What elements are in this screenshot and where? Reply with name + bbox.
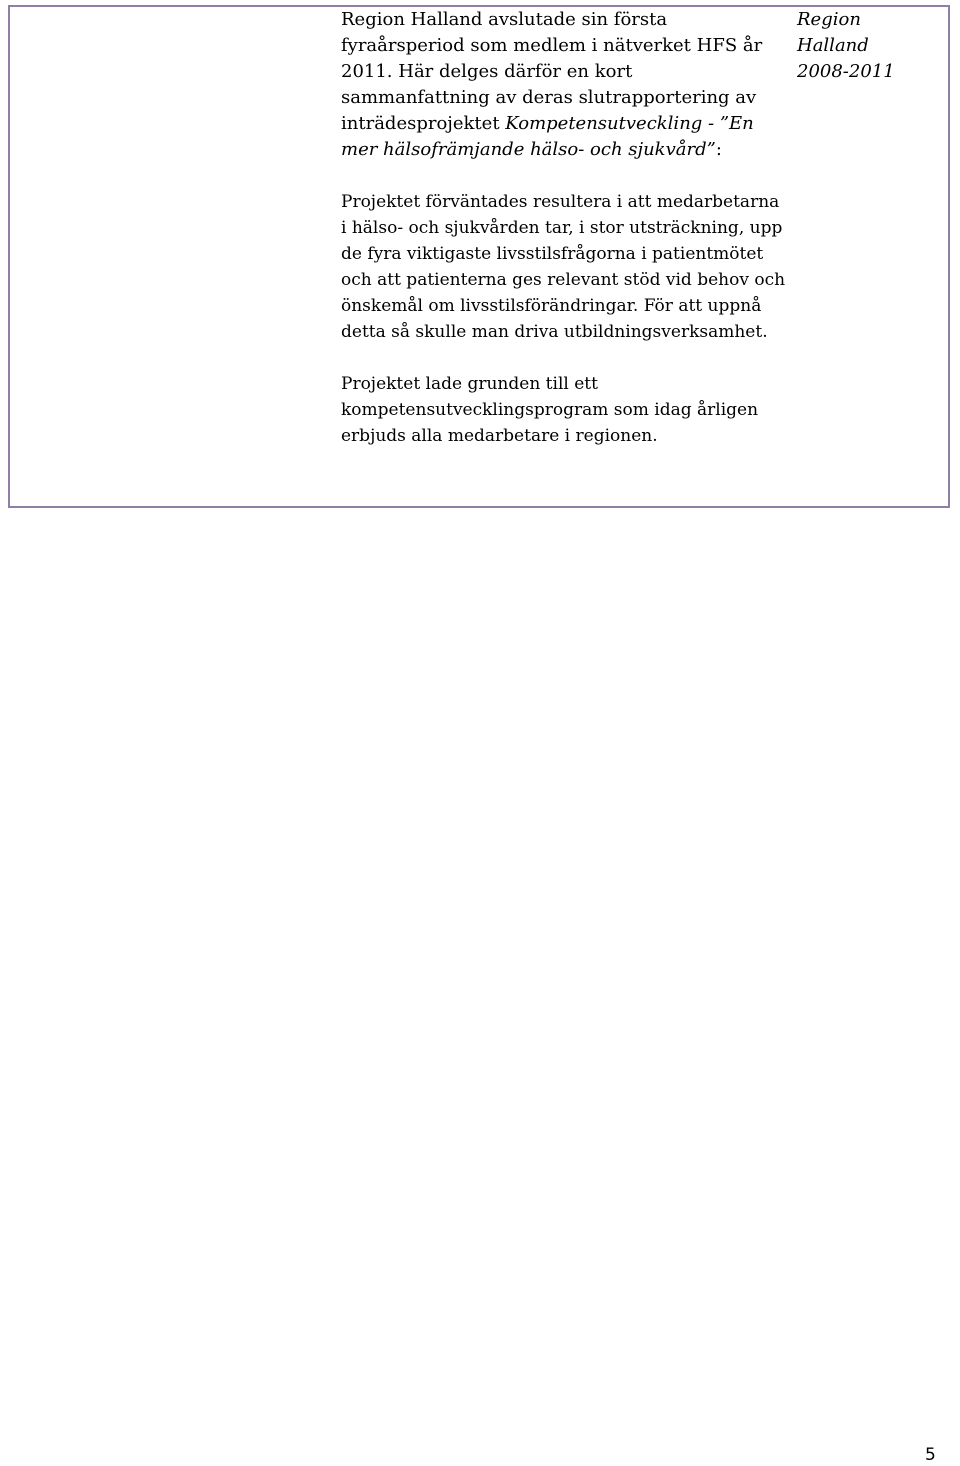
intro-paragraph xyxy=(341,7,786,163)
sidebar-region: Region xyxy=(797,9,861,30)
main-column xyxy=(341,7,786,449)
sidebar-years: 2008-2011 xyxy=(797,61,895,82)
expected-results-paragraph: Projektet förväntades resultera i att medarbetarna i hälso- och sjukvården tar, i stor utsträckning, upp de fyra viktigaste livsstilsfrågorna i patientmötet och att patienterna ges relevant stöd vid behov och önskemål om livsstilsförändringar. För att uppnå detta så skulle man driva utbildningsverksamhet. xyxy=(341,192,786,342)
intro-text: Region Halland avslutade sin första fyraårsperiod som medlem i nätverket HFS år 2011. Här delges därför en kort sammanfattning av deras slutrapportering av inträdesprojektet xyxy=(341,9,763,134)
page-number: 5 xyxy=(925,1445,936,1465)
sidebar-halland: Halland xyxy=(797,35,869,56)
project-name: Kompetensutveckling - ”En mer hälsofrämjande hälso- och sjukvård” xyxy=(341,113,754,160)
outcome-paragraph: Projektet lade grunden till ett kompetensutvecklingsprogram som idag årligen erbjuds alla medarbetare i regionen. xyxy=(341,374,759,446)
sidebar-label xyxy=(797,7,947,85)
intro-colon: : xyxy=(715,139,722,160)
